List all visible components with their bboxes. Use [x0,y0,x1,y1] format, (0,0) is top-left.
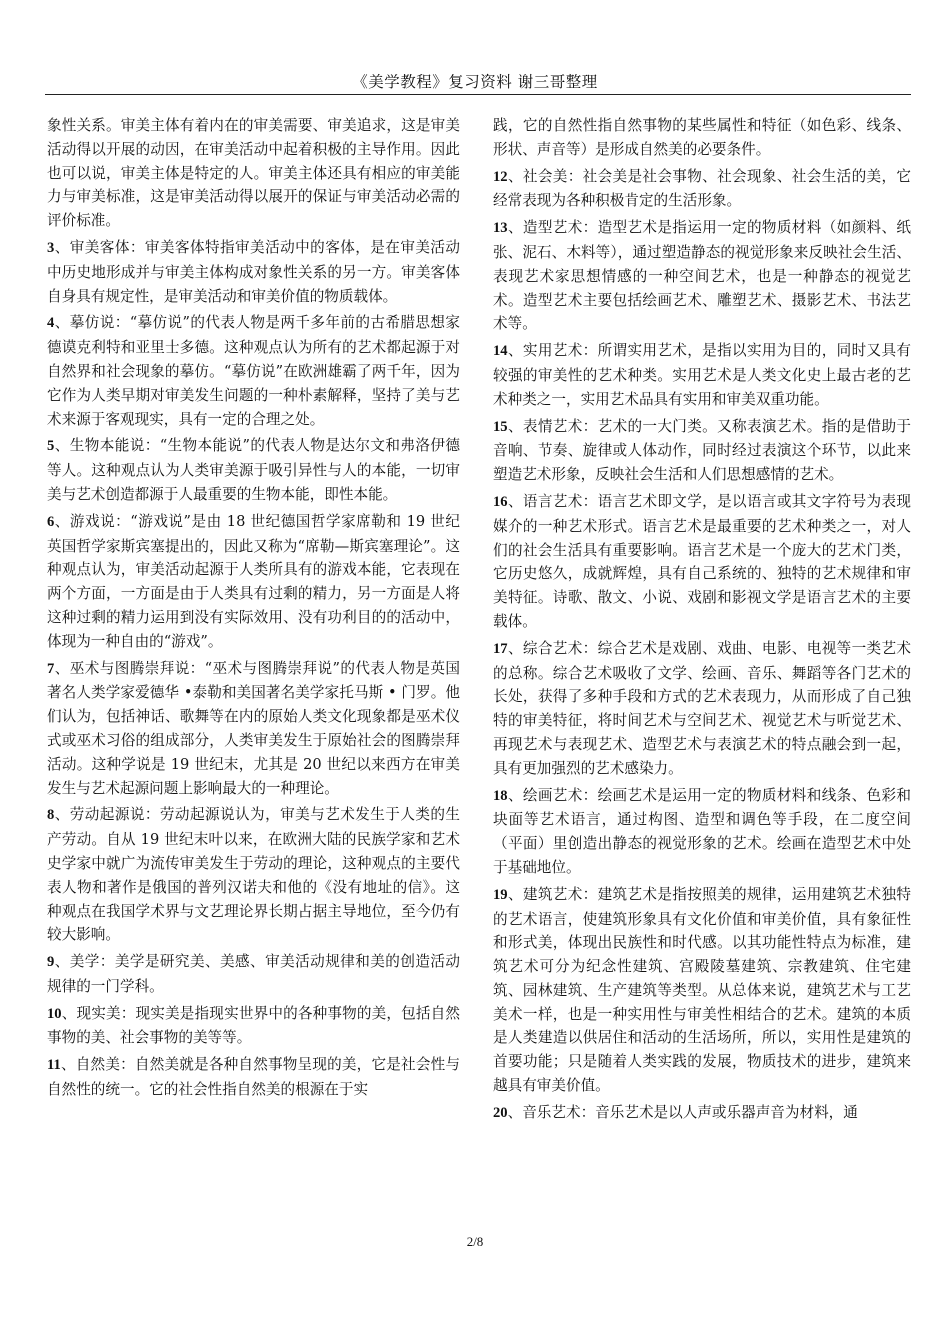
term-number: 13 [493,220,508,237]
term-paragraph [493,637,911,781]
term-number: 20 [493,1104,508,1121]
term-paragraph [493,1101,911,1126]
term-text: 、摹仿说：“摹仿说”的代表人物是两千多年前的古希腊思想家德谟克利特和亚里士多德。这种观点认为所有的艺术都起源于对自然界和社会现象的摹仿。“摹仿说”在欧洲雄霸了两千年，因为它作为人类早期对审美发生问题的一种朴素解释，坚持了美与艺术来源于客观现实，具有一定的合理之处。 [47,314,460,428]
term-text: 、游戏说：“游戏说”是由 18 世纪德国哲学家席勒和 19 世纪英国哲学家斯宾塞提出的，因此又称为“席勒—斯宾塞理论”。这种观点认为，审美活动起源于人类所具有的游戏本能，它表现在两个方面，一方面是由于人类具有过剩的精力，另一方面是人将这种过剩的精力运用到没有实际效用、没有功利目的的活动中，体现为一种自由的“游戏”。 [47,512,460,650]
term-text: 、社会美：社会美是社会事物、社会现象、社会生活的美，它经常表现为各种积极肯定的生活形象。 [493,167,911,210]
term-paragraph [47,803,460,947]
term-text: 、建筑艺术：建筑艺术是指按照美的规律，运用建筑艺术独特的艺术语言，使建筑形象具有文化价值和审美价值，具有象征性和形式美，体现出民族性和时代感。以其功能性特点为标准，建筑艺术可分为纪念性建筑、宫殿陵墓建筑、宗教建筑、住宅建筑、园林建筑、生产建筑等类型。从总体来说，建筑艺术与工艺美术一样，也是一种实用性与审美性相结合的艺术。建筑的本质是人类建造以供居住和活动的生活场所，所以，实用性是建筑的首要功能；只是随着人类实践的发展，物质技术的进步，建筑来越具有审美价值。 [493,885,911,1095]
right-column [493,114,911,1129]
term-text: 、生物本能说：“生物本能说”的代表人物是达尔文和弗洛伊德等人。这种观点认为人类审美源于吸引异性与人的本能，一切审美与艺术创造都源于人最重要的生物本能，即性本能。 [47,437,460,503]
term-number: 5 [47,438,55,455]
term-paragraph [493,784,911,880]
term-paragraph [47,950,460,999]
term-text: 、劳动起源说：劳动起源说认为，审美与艺术发生于人类的生产劳动。自从 19 世纪末叶以来，在欧洲大陆的民族学家和艺术史学家中就广为流传审美发生于劳动的理论，这种观点的主要代表人物和著作是俄国的普列汉诺夫和他的《没有地址的信》。这种观点在我国学术界与文艺理论界长期占据主导地位，至今仍有较大影响。 [47,806,460,944]
term-paragraph [493,883,911,1098]
term-number: 10 [47,1005,62,1022]
page-header-title: 《美学教程》复习资料 谢三哥整理 [352,73,598,91]
term-paragraph [493,114,911,162]
term-text: 、语言艺术：语言艺术即文学，是以语言或其文字符号为表现媒介的一种艺术形式。语言艺术是最重要的艺术种类之一，对人们的社会生活具有重要影响。语言艺术是一个庞大的艺术门类，它历史悠久，成就辉煌，具有自己系统的、独特的艺术规律和审美特征。诗歌、散文、小说、戏剧和影视文学是语言艺术的主要载体。 [493,492,911,630]
term-paragraph [493,216,911,336]
term-text: 践，它的自然性指自然事物的某些属性和特征（如色彩、线条、形状、声音等）是形成自然美的必要条件。 [493,117,911,158]
term-text: 、综合艺术：综合艺术是戏剧、戏曲、电影、电视等一类艺术的总称。综合艺术吸收了文学、绘画、音乐、舞蹈等各门艺术的长处，获得了多种手段和方式的艺术表现力，从而形成了自己独特的审美特征，将时间艺术与空间艺术、视觉艺术与听觉艺术、再现艺术与表现艺术、造型艺术与表演艺术的特点融会到一起，具有更加强烈的艺术感染力。 [493,639,911,777]
term-number: 14 [493,343,508,360]
term-number: 3 [47,239,55,256]
term-text: 、自然美：自然美就是各种自然事物呈现的美，它是社会性与自然性的统一。它的社会性指自然美的根源在于实 [47,1056,460,1099]
term-paragraph [47,114,460,233]
term-number: 12 [493,168,508,185]
term-text: 象性关系。审美主体有着内在的审美需要、审美追求，这是审美活动得以开展的动因，在审美活动中起着积极的主导作用。因此也可以说，审美主体是特定的人。审美主体还具有相应的审美能力与审美标准，这是审美活动得以展开的保证与审美活动必需的评价标准。 [47,117,460,230]
term-paragraph [47,1002,460,1051]
page-number: 2/8 [466,1234,484,1249]
term-paragraph [47,236,460,308]
term-number: 19 [493,886,508,903]
term-paragraph [47,311,460,431]
term-number: 15 [493,418,508,435]
term-text: 、实用艺术：所谓实用艺术，是指以实用为目的，同时又具有较强的审美性的艺术种类。实用艺术是人类文化史上最古老的艺术种类之一，实用艺术品具有实用和审美双重功能。 [493,342,911,408]
term-number: 18 [493,787,508,804]
term-text: 、审美客体：审美客体特指审美活动中的客体，是在审美活动中历史地形成并与审美主体构成对象性关系的另一方。审美客体自身具有规定性，是审美活动和审美价值的物质载体。 [47,238,460,305]
term-paragraph [493,339,911,411]
term-number: 7 [47,660,55,677]
term-text: 、美学：美学是研究美、美感、审美活动规律和美的创造活动规律的一门学科。 [47,953,460,995]
term-text: 、音乐艺术：音乐艺术是以人声或乐器声音为材料，通 [507,1103,858,1121]
term-paragraph [47,657,460,801]
term-number: 4 [47,315,55,332]
term-text: 、造型艺术：造型艺术是指运用一定的物质材料（如颜料、纸张、泥石、木料等），通过塑造静态的视觉形象来反映社会生活、表现艺术家思想情感的一种空间艺术，也是一种静态的视觉艺术。造型艺术主要包括绘画艺术、雕塑艺术、摄影艺术、书法艺术等。 [493,219,911,333]
term-text: 、表情艺术：艺术的一大门类。又称表演艺术。指的是借助于音响、节奏、旋律或人体动作，同时经过表演这个环节，以此来塑造艺术形象，反映社会生活和人们思想感情的艺术。 [493,417,911,484]
term-paragraph [493,490,911,634]
term-number: 16 [493,493,508,510]
left-column [47,114,460,1105]
term-number: 8 [47,807,55,824]
term-number: 9 [47,954,55,971]
header-rule [45,94,911,95]
term-number: 17 [493,640,508,657]
term-number: 11 [47,1057,61,1074]
term-paragraph [47,1053,460,1102]
term-text: 、现实美：现实美是指现实世界中的各种事物的美，包括自然事物的美、社会事物的美等等。 [47,1004,460,1047]
term-paragraph [493,415,911,487]
term-text: 、绘画艺术：绘画艺术是运用一定的物质材料和线条、色彩和块面等艺术语言，通过构图、造型和调色等手段，在二度空间（平面）里创造出静态的视觉形象的艺术。绘画在造型艺术中处于基础地位。 [493,786,911,876]
term-paragraph [47,434,460,506]
term-number: 6 [47,513,55,530]
term-paragraph [47,510,460,654]
term-text: 、巫术与图腾崇拜说：“巫术与图腾崇拜说”的代表人物是英国著名人类学家爱德华 •泰勒和美国著名美学家托马斯 • 门罗。他们认为，包括神话、歌舞等在内的原始人类文化现象都是巫术仪式或巫术习俗的组成部分，人类审美发生于原始社会的图腾崇拜活动。这种学说是 19 世纪末，尤其是 20 世纪以来西方在审美发生与艺术起源问题上影响最大的一种理论。 [47,659,460,797]
term-paragraph [493,165,911,214]
